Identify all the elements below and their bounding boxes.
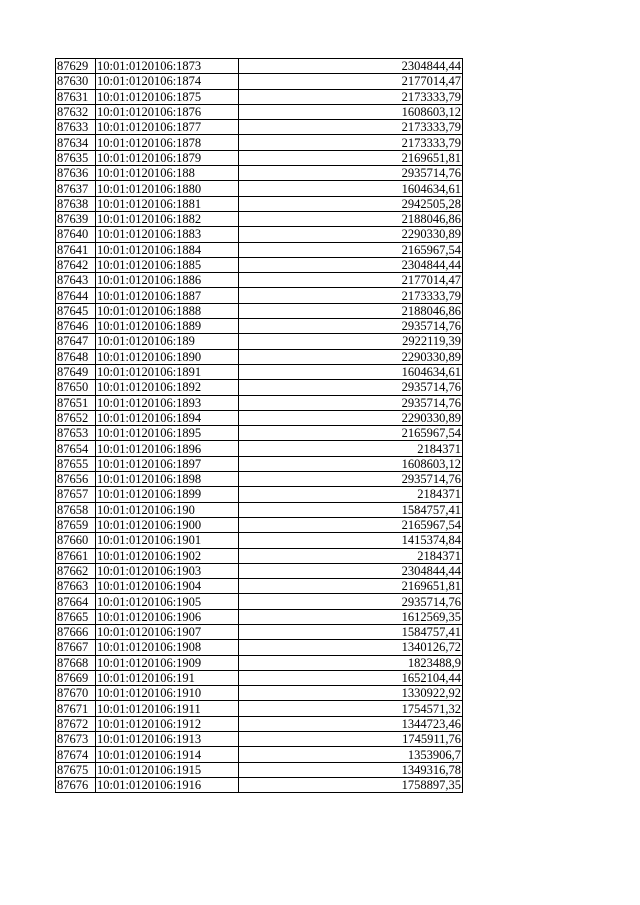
value-cell: 1604634,61 — [239, 181, 463, 196]
row-id-cell: 87669 — [56, 670, 96, 685]
value-cell: 2935714,76 — [239, 395, 463, 410]
cadastral-number-cell: 10:01:0120106:1876 — [96, 104, 239, 119]
value-cell: 2188046,86 — [239, 211, 463, 226]
cadastral-number-cell: 10:01:0120106:1914 — [96, 747, 239, 762]
cadastral-number-cell: 10:01:0120106:1888 — [96, 303, 239, 318]
row-id-cell: 87674 — [56, 747, 96, 762]
row-id-cell: 87667 — [56, 640, 96, 655]
value-cell: 2173333,79 — [239, 288, 463, 303]
table-row — [56, 303, 463, 318]
row-id-cell: 87657 — [56, 487, 96, 502]
table-row — [56, 196, 463, 211]
row-id-cell: 87658 — [56, 502, 96, 517]
row-id-cell: 87675 — [56, 762, 96, 777]
row-id-cell: 87638 — [56, 196, 96, 211]
value-cell: 1745911,76 — [239, 732, 463, 747]
row-id-cell: 87646 — [56, 319, 96, 334]
cadastral-number-cell: 10:01:0120106:1885 — [96, 257, 239, 272]
row-id-cell: 87663 — [56, 579, 96, 594]
table-row — [56, 59, 463, 74]
value-cell: 2173333,79 — [239, 120, 463, 135]
cadastral-number-cell: 10:01:0120106:1910 — [96, 686, 239, 701]
cadastral-number-cell: 10:01:0120106:1883 — [96, 227, 239, 242]
cadastral-number-cell: 10:01:0120106:1908 — [96, 640, 239, 655]
cadastral-number-cell: 10:01:0120106:1911 — [96, 701, 239, 716]
table-row — [56, 686, 463, 701]
value-cell: 2165967,54 — [239, 517, 463, 532]
table-row — [56, 135, 463, 150]
value-cell: 2184371 — [239, 487, 463, 502]
cadastral-number-cell: 10:01:0120106:190 — [96, 502, 239, 517]
row-id-cell: 87630 — [56, 74, 96, 89]
cadastral-number-cell: 10:01:0120106:1916 — [96, 777, 239, 792]
row-id-cell: 87665 — [56, 609, 96, 624]
cadastral-number-cell: 10:01:0120106:188 — [96, 166, 239, 181]
table-row — [56, 502, 463, 517]
table-row — [56, 624, 463, 639]
row-id-cell: 87661 — [56, 548, 96, 563]
value-cell: 1823488,9 — [239, 655, 463, 670]
cadastral-number-cell: 10:01:0120106:1901 — [96, 533, 239, 548]
table-row — [56, 594, 463, 609]
table-row — [56, 670, 463, 685]
value-cell: 2290330,89 — [239, 227, 463, 242]
value-cell: 1415374,84 — [239, 533, 463, 548]
row-id-cell: 87637 — [56, 181, 96, 196]
value-cell: 1349316,78 — [239, 762, 463, 777]
cadastral-number-cell: 10:01:0120106:1913 — [96, 732, 239, 747]
value-cell: 2165967,54 — [239, 242, 463, 257]
row-id-cell: 87656 — [56, 472, 96, 487]
cadastral-number-cell: 10:01:0120106:1898 — [96, 472, 239, 487]
data-table — [55, 58, 463, 793]
table-row — [56, 257, 463, 272]
cadastral-number-cell: 10:01:0120106:1907 — [96, 624, 239, 639]
cadastral-number-cell: 10:01:0120106:191 — [96, 670, 239, 685]
row-id-cell: 87643 — [56, 273, 96, 288]
value-cell: 1604634,61 — [239, 364, 463, 379]
table-row — [56, 150, 463, 165]
table-row — [56, 777, 463, 792]
cadastral-number-cell: 10:01:0120106:1881 — [96, 196, 239, 211]
value-cell: 1608603,12 — [239, 456, 463, 471]
cadastral-number-cell: 10:01:0120106:1909 — [96, 655, 239, 670]
row-id-cell: 87672 — [56, 716, 96, 731]
row-id-cell: 87654 — [56, 441, 96, 456]
table-row — [56, 334, 463, 349]
value-cell: 2184371 — [239, 441, 463, 456]
cadastral-number-cell: 10:01:0120106:1902 — [96, 548, 239, 563]
value-cell: 2935714,76 — [239, 472, 463, 487]
cadastral-number-cell: 10:01:0120106:1905 — [96, 594, 239, 609]
row-id-cell: 87636 — [56, 166, 96, 181]
row-id-cell: 87671 — [56, 701, 96, 716]
value-cell: 2188046,86 — [239, 303, 463, 318]
value-cell: 2169651,81 — [239, 579, 463, 594]
cadastral-number-cell: 10:01:0120106:1915 — [96, 762, 239, 777]
table-row — [56, 89, 463, 104]
table-row — [56, 456, 463, 471]
row-id-cell: 87640 — [56, 227, 96, 242]
cadastral-number-cell: 10:01:0120106:1882 — [96, 211, 239, 226]
row-id-cell: 87655 — [56, 456, 96, 471]
row-id-cell: 87634 — [56, 135, 96, 150]
value-cell: 1758897,35 — [239, 777, 463, 792]
row-id-cell: 87650 — [56, 380, 96, 395]
value-cell: 2935714,76 — [239, 380, 463, 395]
cadastral-number-cell: 10:01:0120106:1887 — [96, 288, 239, 303]
table-row — [56, 227, 463, 242]
table-row — [56, 487, 463, 502]
table-row — [56, 716, 463, 731]
value-cell: 2304844,44 — [239, 59, 463, 74]
value-cell: 1340126,72 — [239, 640, 463, 655]
row-id-cell: 87668 — [56, 655, 96, 670]
cadastral-number-cell: 10:01:0120106:1880 — [96, 181, 239, 196]
value-cell: 2165967,54 — [239, 426, 463, 441]
table-row — [56, 349, 463, 364]
table-row — [56, 74, 463, 89]
cadastral-number-cell: 10:01:0120106:1879 — [96, 150, 239, 165]
row-id-cell: 87649 — [56, 364, 96, 379]
table-row — [56, 242, 463, 257]
cadastral-number-cell: 10:01:0120106:1892 — [96, 380, 239, 395]
value-cell: 2173333,79 — [239, 89, 463, 104]
value-cell: 1612569,35 — [239, 609, 463, 624]
cadastral-number-cell: 10:01:0120106:1912 — [96, 716, 239, 731]
table-row — [56, 211, 463, 226]
row-id-cell: 87676 — [56, 777, 96, 792]
value-cell: 1652104,44 — [239, 670, 463, 685]
cadastral-number-cell: 10:01:0120106:1903 — [96, 563, 239, 578]
cadastral-number-cell: 10:01:0120106:1889 — [96, 319, 239, 334]
value-cell: 2177014,47 — [239, 74, 463, 89]
value-cell: 2173333,79 — [239, 135, 463, 150]
table-row — [56, 364, 463, 379]
cadastral-number-cell: 10:01:0120106:1875 — [96, 89, 239, 104]
cadastral-number-cell: 10:01:0120106:1891 — [96, 364, 239, 379]
table-row — [56, 380, 463, 395]
table-row — [56, 640, 463, 655]
row-id-cell: 87635 — [56, 150, 96, 165]
value-cell: 2935714,76 — [239, 166, 463, 181]
table-row — [56, 166, 463, 181]
cadastral-number-cell: 10:01:0120106:1897 — [96, 456, 239, 471]
table-row — [56, 655, 463, 670]
value-cell: 2935714,76 — [239, 594, 463, 609]
table-row — [56, 441, 463, 456]
table-row — [56, 533, 463, 548]
row-id-cell: 87631 — [56, 89, 96, 104]
row-id-cell: 87629 — [56, 59, 96, 74]
value-cell: 2290330,89 — [239, 349, 463, 364]
row-id-cell: 87639 — [56, 211, 96, 226]
table-row — [56, 548, 463, 563]
row-id-cell: 87664 — [56, 594, 96, 609]
row-id-cell: 87653 — [56, 426, 96, 441]
row-id-cell: 87673 — [56, 732, 96, 747]
cadastral-number-cell: 10:01:0120106:1896 — [96, 441, 239, 456]
row-id-cell: 87660 — [56, 533, 96, 548]
value-cell: 2922119,39 — [239, 334, 463, 349]
table-row — [56, 319, 463, 334]
cadastral-number-cell: 10:01:0120106:1874 — [96, 74, 239, 89]
table-row — [56, 701, 463, 716]
row-id-cell: 87632 — [56, 104, 96, 119]
row-id-cell: 87645 — [56, 303, 96, 318]
cadastral-number-cell: 10:01:0120106:1886 — [96, 273, 239, 288]
row-id-cell: 87659 — [56, 517, 96, 532]
row-id-cell: 87644 — [56, 288, 96, 303]
value-cell: 2942505,28 — [239, 196, 463, 211]
row-id-cell: 87662 — [56, 563, 96, 578]
cadastral-number-cell: 10:01:0120106:1890 — [96, 349, 239, 364]
row-id-cell: 87633 — [56, 120, 96, 135]
cadastral-number-cell: 10:01:0120106:1893 — [96, 395, 239, 410]
cadastral-number-cell: 10:01:0120106:1884 — [96, 242, 239, 257]
row-id-cell: 87670 — [56, 686, 96, 701]
value-cell: 2935714,76 — [239, 319, 463, 334]
table-row — [56, 395, 463, 410]
value-cell: 2184371 — [239, 548, 463, 563]
table-row — [56, 472, 463, 487]
table-row — [56, 747, 463, 762]
cadastral-number-cell: 10:01:0120106:189 — [96, 334, 239, 349]
cadastral-number-cell: 10:01:0120106:1899 — [96, 487, 239, 502]
value-cell: 2304844,44 — [239, 563, 463, 578]
table-row — [56, 762, 463, 777]
cadastral-number-cell: 10:01:0120106:1906 — [96, 609, 239, 624]
table-row — [56, 181, 463, 196]
table-row — [56, 426, 463, 441]
table-row — [56, 579, 463, 594]
cadastral-number-cell: 10:01:0120106:1877 — [96, 120, 239, 135]
value-cell: 1330922,92 — [239, 686, 463, 701]
table-row — [56, 273, 463, 288]
value-cell: 1353906,7 — [239, 747, 463, 762]
value-cell: 2304844,44 — [239, 257, 463, 272]
table-row — [56, 732, 463, 747]
row-id-cell: 87642 — [56, 257, 96, 272]
value-cell: 1608603,12 — [239, 104, 463, 119]
table-row — [56, 517, 463, 532]
value-cell: 1754571,32 — [239, 701, 463, 716]
table-row — [56, 563, 463, 578]
table-row — [56, 288, 463, 303]
cadastral-number-cell: 10:01:0120106:1894 — [96, 410, 239, 425]
table-body — [56, 59, 463, 793]
row-id-cell: 87641 — [56, 242, 96, 257]
row-id-cell: 87647 — [56, 334, 96, 349]
cadastral-number-cell: 10:01:0120106:1900 — [96, 517, 239, 532]
row-id-cell: 87651 — [56, 395, 96, 410]
value-cell: 2169651,81 — [239, 150, 463, 165]
cadastral-number-cell: 10:01:0120106:1873 — [96, 59, 239, 74]
cadastral-number-cell: 10:01:0120106:1895 — [96, 426, 239, 441]
table-row — [56, 120, 463, 135]
table-row — [56, 410, 463, 425]
row-id-cell: 87648 — [56, 349, 96, 364]
value-cell: 1584757,41 — [239, 502, 463, 517]
row-id-cell: 87666 — [56, 624, 96, 639]
table-row — [56, 104, 463, 119]
row-id-cell: 87652 — [56, 410, 96, 425]
value-cell: 1584757,41 — [239, 624, 463, 639]
value-cell: 2290330,89 — [239, 410, 463, 425]
value-cell: 2177014,47 — [239, 273, 463, 288]
table-row — [56, 609, 463, 624]
value-cell: 1344723,46 — [239, 716, 463, 731]
cadastral-number-cell: 10:01:0120106:1904 — [96, 579, 239, 594]
cadastral-number-cell: 10:01:0120106:1878 — [96, 135, 239, 150]
